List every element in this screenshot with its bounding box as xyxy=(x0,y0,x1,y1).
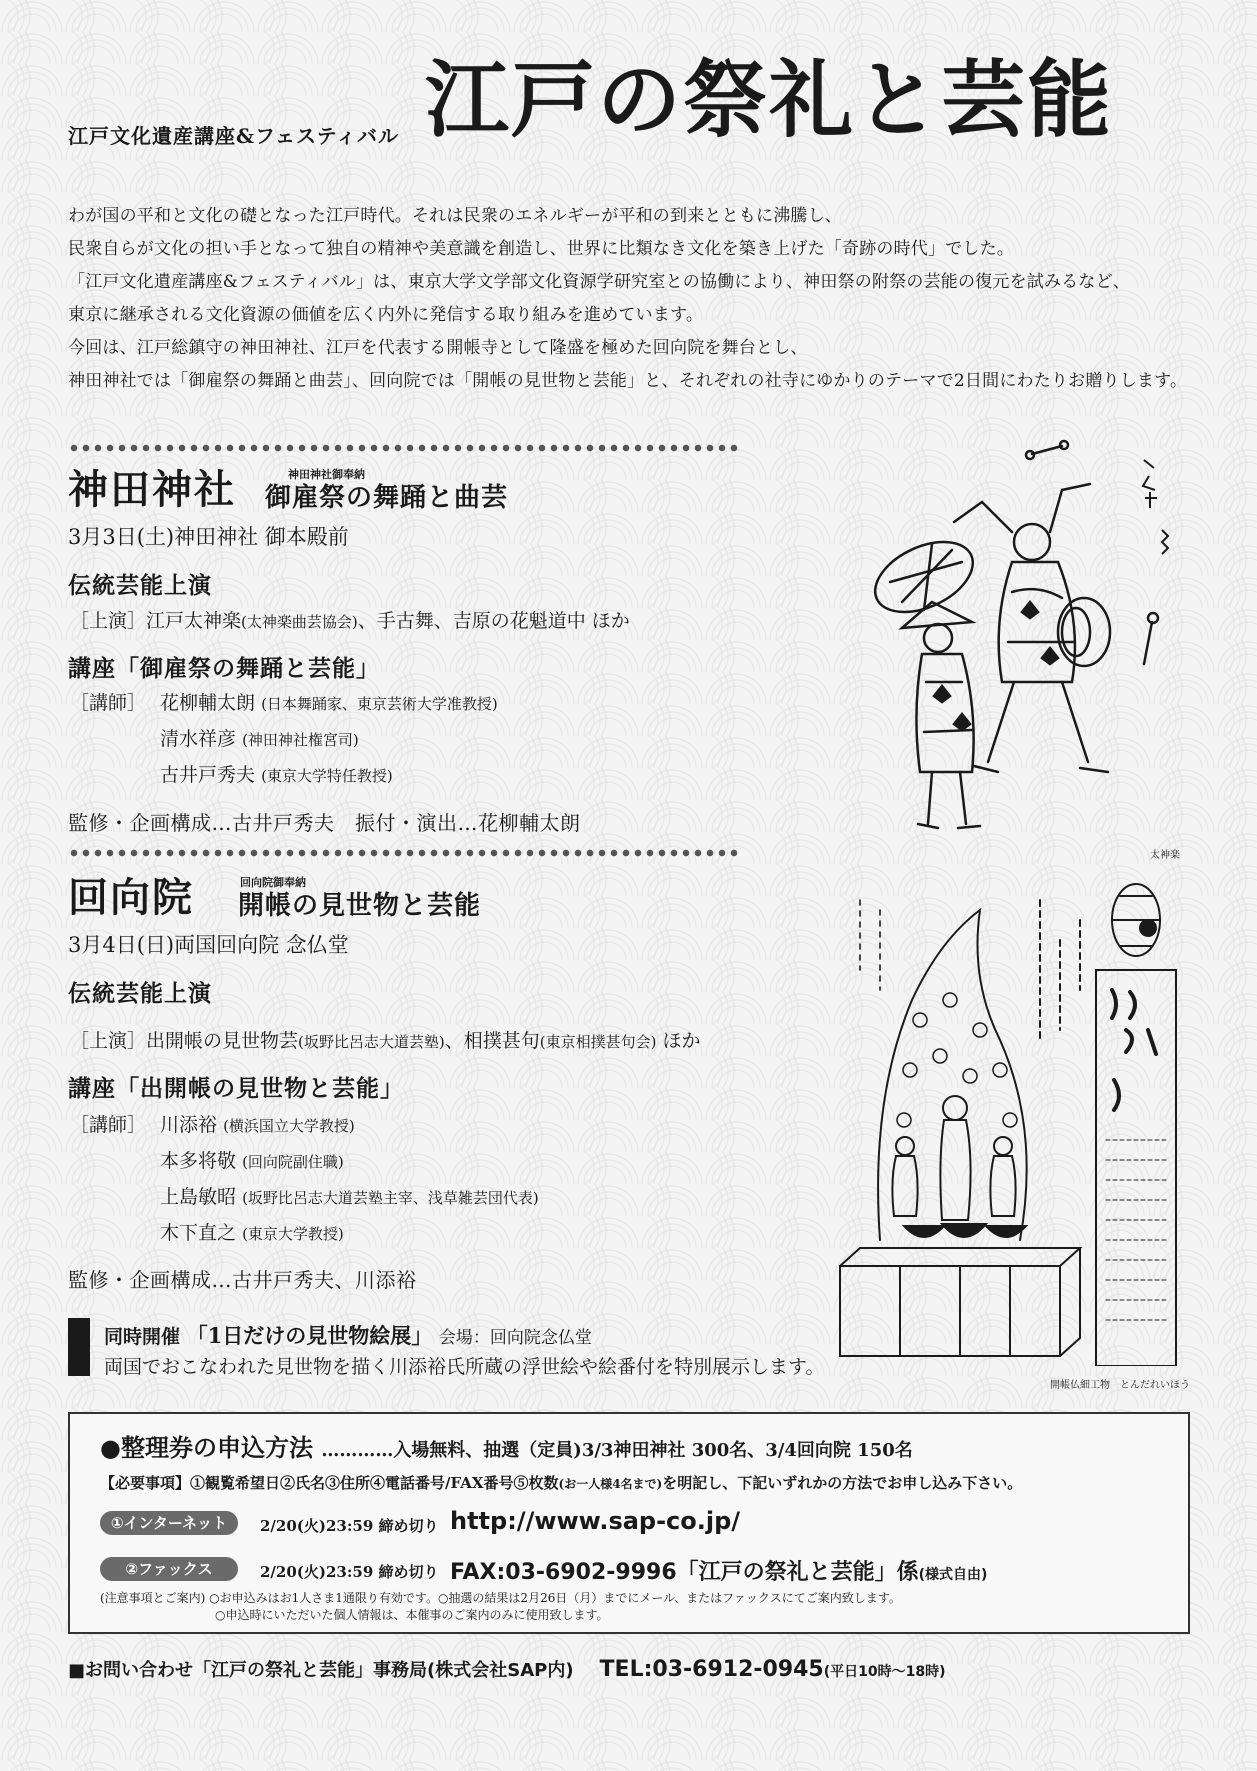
exhibition-title: 「1日だけの見世物絵展」 xyxy=(186,1323,433,1348)
application-requirements xyxy=(100,1472,1022,1493)
fax-method-label: ②ファックス xyxy=(100,1557,238,1581)
intro-line: 今回は、江戸総鎮守の神田神社、江戸を代表する開帳寺として隆盛を極めた回向院を舞台とし、 xyxy=(68,338,808,358)
lecturer-name: 川添裕 xyxy=(160,1114,218,1136)
event-subtitle: 江戸文化遺産講座&フェスティバル xyxy=(68,124,400,148)
ekoin-lecture-heading: 講座「出開帳の見世物と芸能」 xyxy=(68,1075,404,1102)
intro-line: 民衆自らが文化の担い手となって独自の精神や美意識を創造し、世界に比類なき文化を築き上げた「奇跡の時代」でした。 xyxy=(68,239,1014,259)
application-title-line xyxy=(100,1428,913,1463)
fax-number xyxy=(450,1555,987,1586)
application-note: …………入場無料、抽選（定員)3/3神田神社 300名、3/4回向院 150名 xyxy=(321,1440,913,1461)
ekoin-perf-line xyxy=(70,1026,701,1053)
exhibition-header xyxy=(104,1320,592,1350)
kanda-lecture-heading: 講座「御雇祭の舞踊と芸能」 xyxy=(68,655,380,682)
note-line: ○申込時にいただいた個人情報は、本催事のご案内のみに使用致します。 xyxy=(215,1608,609,1622)
internet-deadline: 2/20(火)23:59 締め切り xyxy=(260,1517,439,1535)
lecturer-role: (東京大学特任教授) xyxy=(261,767,393,785)
contact-hours: (平日10時～18時) xyxy=(823,1664,946,1680)
kanda-perf-heading: 伝統芸能上演 xyxy=(68,572,212,599)
exhibition-description: 両国でおこなわれた見世物を描く川添裕氏所蔵の浮世絵や絵番付を特別展示します。 xyxy=(104,1356,825,1378)
note-line: (注意事項とご案内) ○お申込みはお1人さま1通限り有効です。○抽選の結果は2月26日（月）までにメール、またはファックスにてご案内致します。 xyxy=(100,1591,901,1605)
ekoin-venue-title: 回向院 xyxy=(68,874,194,921)
ekoin-lecturer-label: ［講師］ xyxy=(70,1114,147,1136)
ekoin-program-title: 開帳の見世物と芸能 xyxy=(238,891,482,921)
exhibition-marker xyxy=(68,1318,90,1376)
lecturer-name: 木下直之 xyxy=(160,1222,237,1244)
kanda-lecturer xyxy=(160,760,393,787)
kanda-date: 3月3日(土)神田神社 御本殿前 xyxy=(68,525,349,549)
intro-paragraph xyxy=(68,200,1198,398)
requirements-rest: を明記し、下記いずれかの方法でお申し込み下さい。 xyxy=(662,1474,1023,1492)
perf-text: ［上演］江戸太神楽 xyxy=(70,610,242,632)
intro-line: 「江戸文化遺産講座&フェスティバル」は、東京大学文学部文化資源学研究室との協働により、神田祭の附祭の芸能の復元を試みるなど、 xyxy=(68,272,1130,292)
perf-group: (坂野比呂志大道芸塾) xyxy=(298,1033,445,1051)
event-title: 江戸の祭礼と芸能 xyxy=(425,50,1114,149)
taikagura-illustration xyxy=(862,432,1202,852)
kanda-credit: 監修・企画構成…古井戸秀夫 振付・演出…花柳輔太朗 xyxy=(68,811,581,835)
ekoin-lecturer xyxy=(160,1182,539,1209)
application-notes xyxy=(100,1590,901,1624)
ekoin-dedication: 回向院御奉納 xyxy=(240,876,306,889)
kanda-lecturer-label: ［講師］ xyxy=(70,692,147,714)
lecturer-role: (神田神社権宮司) xyxy=(242,731,359,749)
ekoin-lecturer xyxy=(160,1218,344,1245)
kanda-perf-line xyxy=(70,606,630,633)
requirements-text: 【必要事項】①観覧希望日②氏名③住所④電話番号/FAX番号⑤枚数 xyxy=(100,1474,559,1492)
exhibition-place: 会場：回向院念仏堂 xyxy=(438,1328,592,1348)
ekoin-credit: 監修・企画構成…古井戸秀夫、川添裕 xyxy=(68,1268,417,1292)
taikagura-caption: 太神楽 xyxy=(1150,850,1180,861)
perf-text-rest: 、手古舞、吉原の花魁道中 ほか xyxy=(357,610,630,632)
kanda-lecturer xyxy=(160,688,498,715)
contact-text: ■お問い合わせ「江戸の祭礼と芸能」事務局(株式会社SAP内) xyxy=(68,1660,574,1681)
lecturer-role: (回向院副住職) xyxy=(242,1153,344,1171)
perf-group: (太神楽曲芸協会) xyxy=(241,613,358,631)
dotted-divider xyxy=(68,443,740,453)
exhibition-label: 同時開催 xyxy=(104,1326,181,1348)
perf-group: (東京相撲甚句会) xyxy=(539,1033,657,1051)
internet-method-label: ①インターネット xyxy=(100,1511,238,1535)
internet-url-link[interactable]: http://www.sap-co.jp/ xyxy=(450,1507,741,1535)
perf-text-mid: 、相撲甚句 xyxy=(444,1030,540,1052)
lecturer-role: (日本舞踊家、東京芸術大学准教授) xyxy=(261,695,498,713)
kanda-venue-title: 神田神社 xyxy=(68,466,236,513)
ekoin-lecturer xyxy=(160,1146,344,1173)
kanda-program-title: 御雇祭の舞踊と曲芸 xyxy=(265,483,509,513)
intro-line: 東京に継承される文化資源の価値を広く内外に発信する取り組みを進めています。 xyxy=(68,305,704,325)
ekoin-date: 3月4日(日)両国回向院 念仏堂 xyxy=(68,933,349,957)
lecturer-name: 本多将敬 xyxy=(160,1150,237,1172)
lecturer-name: 古井戸秀夫 xyxy=(160,764,256,786)
kaicho-illustration xyxy=(830,880,1190,1366)
contact-line xyxy=(68,1656,946,1682)
lecturer-name: 上島敏昭 xyxy=(160,1186,237,1208)
lecturer-role: (東京大学教授) xyxy=(242,1225,344,1243)
requirements-small: (お一人様4名まで) xyxy=(558,1477,663,1491)
kaicho-caption: 開帳仏細工物 とんだれいほう xyxy=(1050,1380,1190,1391)
lecturer-name: 清水祥彦 xyxy=(160,728,237,750)
kanda-lecturer xyxy=(160,724,359,751)
dotted-divider xyxy=(68,848,740,858)
fax-deadline: 2/20(火)23:59 締め切り xyxy=(260,1563,439,1581)
application-title: ●整理券の申込方法 xyxy=(100,1433,313,1462)
lecturer-role: (坂野比呂志大道芸塾主宰、浅草雑芸団代表) xyxy=(242,1189,539,1207)
lecturer-name: 花柳輔太朗 xyxy=(160,692,256,714)
fax-small: (様式自由) xyxy=(918,1567,988,1583)
intro-line: わが国の平和と文化の礎となった江戸時代。それは民衆のエネルギーが平和の到来とともに沸騰し、 xyxy=(68,206,842,226)
intro-line: 神田神社では「御雇祭の舞踊と曲芸」、回向院では「開帳の見世物と芸能」と、それぞれの社寺にゆかりのテーマで2日間にわたりお贈りします。 xyxy=(68,371,1188,391)
contact-tel[interactable]: TEL:03-6912-0945 xyxy=(599,1657,824,1682)
perf-text-rest: ほか xyxy=(656,1030,701,1052)
lecturer-role: (横浜国立大学教授) xyxy=(223,1117,355,1135)
ekoin-perf-heading: 伝統芸能上演 xyxy=(68,980,212,1007)
kanda-dedication: 神田神社御奉納 xyxy=(288,468,365,481)
fax-text: FAX:03-6902-9996「江戸の祭礼と芸能」係 xyxy=(450,1560,919,1585)
perf-text: ［上演］出開帳の見世物芸 xyxy=(70,1030,299,1052)
ekoin-lecturer xyxy=(160,1110,355,1137)
